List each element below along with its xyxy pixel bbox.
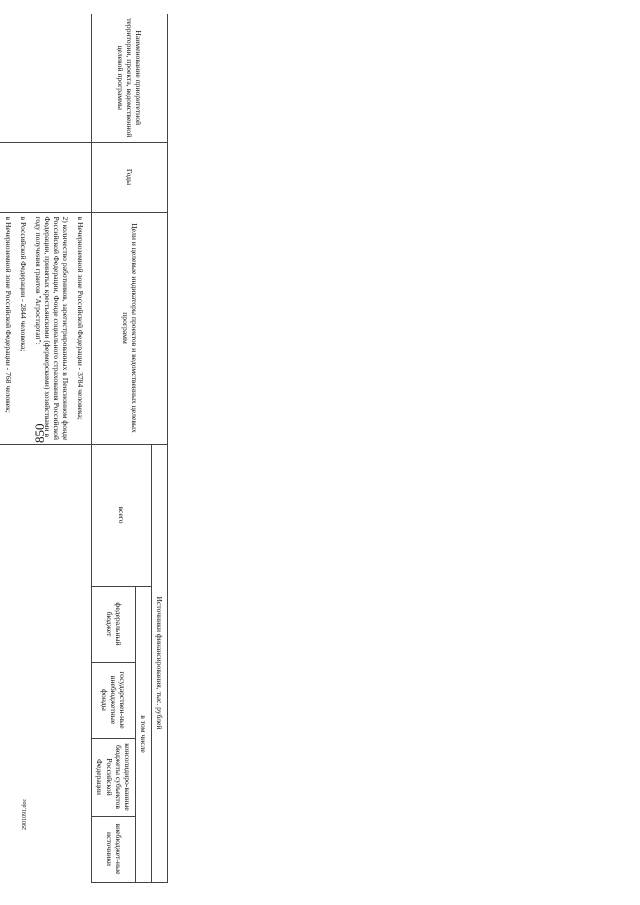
cell-state-funds [0, 662, 92, 738]
list-item: в Российской Федерации - 2844 человека; [18, 216, 28, 352]
cell-years [0, 142, 92, 212]
cell-federal [0, 586, 92, 662]
cell-total [0, 444, 92, 586]
header-funding: Источники финансирования, тыс. рублей [151, 444, 167, 882]
list-item: в Нечерноземной зоне Российской Федерации - 768 человек; [3, 216, 13, 413]
header-extrabudget: внебюджет-ные источники [92, 816, 135, 882]
cell-name [0, 14, 92, 142]
table-row [0, 14, 92, 882]
list-item: в Нечерноземной зоне Российской Федерации - 3784 человека; [76, 216, 86, 420]
header-total: всего [92, 444, 152, 586]
list-item: 2) количество работников, зарегистрированных в Пенсионном фонде Российской Федерации, Фонде социального страхования Российской Федерации, принятых крестьянскими (фермерскими) хозяйствами в году получения грантов "Агростартап": [33, 216, 71, 441]
rotated-page-content [0, 14, 168, 882]
page-number: 850 [32, 423, 47, 443]
header-including: в том числе [135, 586, 151, 882]
header-name: Наименование приоритетной территории, проекта, ведомственной целевой программы [92, 14, 168, 142]
header-state-funds: государствен-ные внебюджетные фонды [92, 662, 135, 738]
footer-filename: 2901091.doc [22, 798, 28, 830]
cell-consolidated [0, 738, 92, 816]
cell-extrabudget [0, 816, 92, 882]
header-federal: федеральный бюджет [92, 586, 135, 662]
header-years: Годы [92, 142, 168, 212]
cell-goals [0, 212, 92, 444]
header-consolidated: консолидиро-ванные бюджеты субъектов Российской Федерации [92, 738, 135, 816]
funding-table [0, 14, 168, 883]
header-goals: Цели и целевые индикаторы проектов и ведомственных целевых программ [92, 212, 168, 444]
